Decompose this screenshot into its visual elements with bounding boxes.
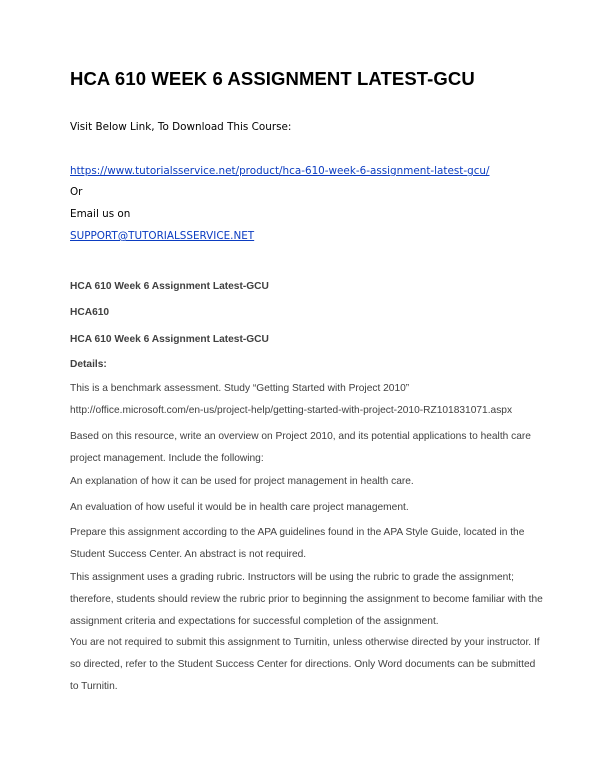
email-link[interactable]: SUPPORT@TUTORIALSSERVICE.NET [70, 230, 255, 242]
heading-course-code: HCA610 [70, 307, 110, 318]
document-title: HCA 610 WEEK 6 ASSIGNMENT LATEST-GCU [70, 68, 475, 89]
course-link[interactable]: https://www.tutorialsservice.net/product/hca-610-week-6-assignment-latest-gcu/ [70, 165, 490, 177]
paragraph-benchmark: This is a benchmark assessment. Study “Getting Started with Project 2010” http://office.microsoft.com/en-us/project-help/getting-started-with-project-2010-RZ101831071.aspx [70, 383, 513, 416]
heading-assignment: HCA 610 Week 6 Assignment Latest-GCU [70, 281, 269, 292]
paragraph-apa: Prepare this assignment according to the APA guidelines found in the APA Style Guide, located in the Student Success Center. An abstract is not required. [70, 527, 525, 560]
paragraph-turnitin: You are not required to submit this assignment to Turnitin, unless otherwise directed by your instructor. If so directed, refer to the Student Success Center for directions. Only Word documents can be submitted to Turnitin. [70, 637, 540, 692]
email-label: Email us on [70, 208, 131, 220]
intro-text: Visit Below Link, To Download This Course: [70, 121, 292, 133]
paragraph-rubric: This assignment uses a grading rubric. Instructors will be using the rubric to grade the assignment; therefore, students should review the rubric prior to beginning the assignment to become familiar with the assignment criteria and expectations for successful completion of the assignment. [70, 572, 543, 627]
paragraph-evaluation: An evaluation of how useful it would be in health care project management. [70, 502, 409, 513]
or-text: Or [70, 186, 83, 198]
paragraph-explanation: An explanation of how it can be used for project management in health care. [70, 476, 414, 487]
paragraph-overview: Based on this resource, write an overview on Project 2010, and its potential applications to health care project management. Include the following: [70, 431, 531, 464]
heading-assignment-repeat: HCA 610 Week 6 Assignment Latest-GCU [70, 334, 269, 345]
details-label: Details: [70, 359, 107, 370]
